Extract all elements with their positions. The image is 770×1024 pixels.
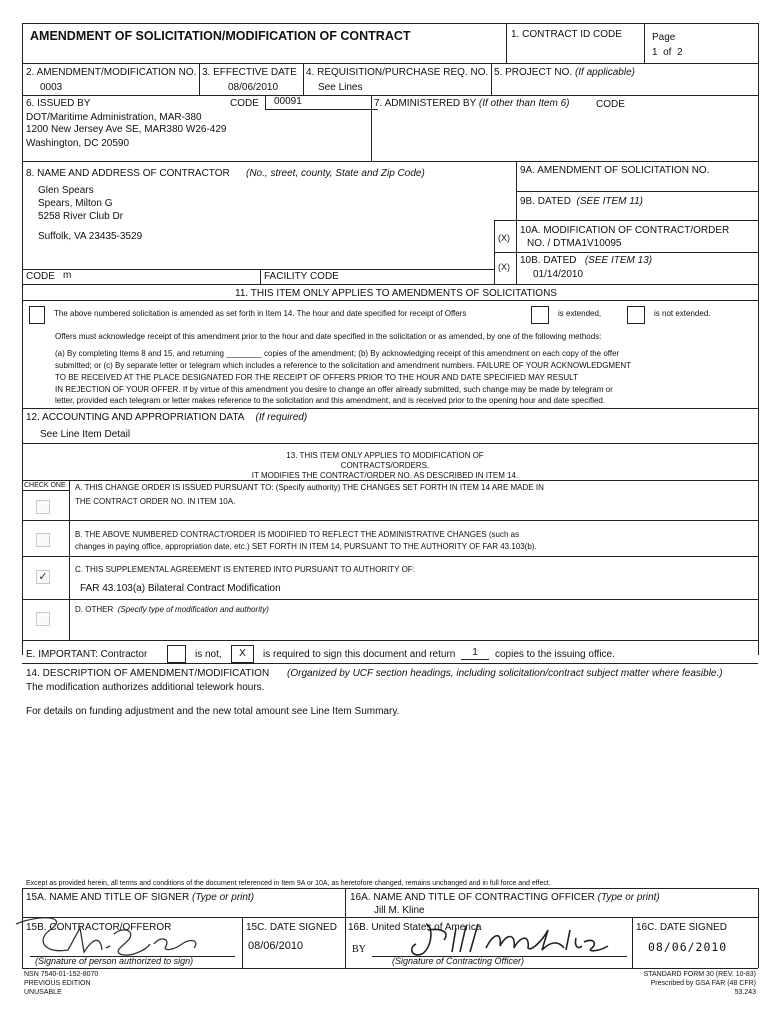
contractor-code-label: CODE [26, 271, 55, 282]
item-16a-value: Jill M. Kline [374, 905, 425, 916]
item-10b-value: 01/14/2010 [533, 269, 584, 280]
x-marker-10b: (X) [498, 262, 510, 272]
extended-label: is extended, [558, 309, 602, 318]
copies-text: copies to the issuing office. [495, 649, 615, 660]
requisition-label: 4. REQUISITION/PURCHASE REQ. NO. [306, 67, 489, 78]
contractor-line-1: Glen Spears [38, 185, 94, 196]
project-no-label: 5. PROJECT NO. (If applicable) [494, 67, 635, 78]
option-d-checkbox[interactable] [36, 612, 50, 626]
item-13-title-2: CONTRACTS/ORDERS. [340, 461, 430, 470]
issued-code-label: CODE [230, 98, 259, 109]
admin-code-label: CODE [596, 99, 625, 110]
solicitation-checkbox[interactable] [29, 306, 45, 324]
item-14-label: 14. DESCRIPTION OF AMENDMENT/MODIFICATION [26, 668, 270, 679]
contractor-note: (No., street, county, State and Zip Code) [246, 168, 425, 179]
contractor-line-3: 5258 River Club Dr [38, 211, 124, 222]
item-15c-label: 15C. DATE SIGNED [246, 922, 337, 933]
not-extended-label: is not extended. [654, 309, 711, 318]
item-9b-label: 9B. DATED (SEE ITEM 11) [520, 196, 643, 207]
is-not-checkbox[interactable] [167, 645, 186, 663]
facility-code-label: FACILITY CODE [264, 271, 339, 282]
item-16b-label: 16B. United States of America [348, 922, 482, 933]
is-not-label: is not, [195, 649, 222, 660]
item-10a-label: 10A. MODIFICATION OF CONTRACT/ORDER [520, 225, 730, 236]
page-number: 1 of 2 [652, 47, 683, 58]
item-11-para-2: submitted; or (c) By separate letter or telegram which includes a reference to the solicitation and amendment numbers. FAILURE OF YOUR ACKNOWLEDGMENT [55, 361, 632, 370]
item-16c-label: 16C. DATE SIGNED [636, 922, 727, 933]
item-11-para-1: (a) By completing Items 8 and 15, and returning ________ copies of the amendment; (b) By acknowledging receipt of this amendment on each copy of the offer [55, 349, 620, 358]
effective-date-value: 08/06/2010 [228, 82, 279, 93]
except-note: Except as provided herein, all terms and conditions of the document referenced in Item 9A or 10A, as heretofore changed, remains unchanged and in full force and effect. [26, 880, 551, 887]
item-13c-line-1: C. THIS SUPPLEMENTAL AGREEMENT IS ENTERED INTO PURSUANT TO AUTHORITY OF: [75, 565, 415, 574]
item-14-line-2: For details on funding adjustment and the new total amount see Line Item Summary. [26, 706, 400, 717]
check-one-label: CHECK ONE [24, 482, 66, 489]
requisition-value: See Lines [318, 82, 363, 93]
form-footer-left: NSN 7540-01-152-8070 PREVIOUS EDITION UNUSABLE [24, 971, 99, 996]
item-15c-value: 08/06/2010 [248, 940, 304, 952]
option-c-checkbox[interactable]: ✓ [36, 570, 50, 584]
issued-code-value: 00091 [265, 95, 378, 110]
issuer-line-1: DOT/Maritime Administration, MAR-380 [26, 112, 202, 123]
item-13d-label: D. OTHER (Specify type of modification and authority) [75, 605, 269, 614]
page-label: Page [652, 32, 676, 43]
item-11-para-3: TO BE RECEIVED AT THE PLACE DESIGNATED FOR THE RECEIPT OF OFFERS PRIOR TO THE HOUR AND DATE SPECIFIED MAY RESULT [55, 373, 578, 382]
x-marker-10a: (X) [498, 233, 510, 243]
issuer-line-2: 1200 New Jersey Ave SE, MAR380 W26-429 [26, 124, 227, 135]
item-13-title-3: IT MODIFIES THE CONTRACT/ORDER NO. AS DESCRIBED IN ITEM 14. [251, 471, 519, 480]
required-text: is required to sign this document and return [263, 649, 456, 660]
copies-value: 1 [461, 646, 489, 660]
item-16c-value: 08/06/2010 [648, 940, 728, 954]
issued-by-label: 6. ISSUED BY [26, 98, 91, 109]
item-15a-label: 15A. NAME AND TITLE OF SIGNER (Type or print) [26, 892, 255, 903]
contracting-officer-signature [398, 918, 618, 962]
is-required-checkbox[interactable]: X [231, 645, 254, 663]
item-16a-label: 16A. NAME AND TITLE OF CONTRACTING OFFICER (Type or print) [350, 892, 660, 903]
not-extended-checkbox[interactable] [627, 306, 645, 324]
item-10b-label: 10B. DATED (SEE ITEM 13) [520, 255, 653, 266]
contract-id-label: 1. CONTRACT ID CODE [511, 29, 622, 40]
item-11-para-5: letter, provided each telegram or letter makes reference to the solicitation and this amendment, and is received prior to the opening hour and date specified. [55, 396, 606, 405]
item-11-para-4: IN REJECTION OF YOUR OFFER. If by virtue of this amendment you desire to change an offer already submitted, such change may be made by telegram or [55, 385, 613, 394]
by-label: BY [352, 944, 366, 955]
amendment-no-label: 2. AMENDMENT/MODIFICATION NO. [26, 67, 197, 78]
contractor-code-value: m [63, 270, 72, 281]
amendment-no-value: 0003 [40, 82, 63, 93]
item-11-line-2: Offers must acknowledge receipt of this amendment prior to the hour and date specified in the solicitation or as amended, by one of the following methods: [55, 332, 602, 341]
item-13a-line-1: A. THIS CHANGE ORDER IS ISSUED PURSUANT TO: (Specify authority) THE CHANGES SET FORTH IN ITEM 14 ARE MADE IN [75, 483, 544, 492]
issuer-line-3: Washington, DC 20590 [26, 138, 130, 149]
option-b-checkbox[interactable] [36, 533, 50, 547]
contractor-line-2: Spears, Milton G [38, 198, 113, 209]
item-12-label: 12. ACCOUNTING AND APPROPRIATION DATA (If required) [26, 412, 308, 423]
item-13a-line-2: THE CONTRACT ORDER NO. IN ITEM 10A. [75, 497, 236, 506]
contractor-line-4: Suffolk, VA 23435-3529 [38, 231, 143, 242]
signature-caption-16: (Signature of Contracting Officer) [392, 956, 525, 966]
contractor-label: 8. NAME AND ADDRESS OF CONTRACTOR [26, 168, 230, 179]
item-13b-line-1: B. THE ABOVE NUMBERED CONTRACT/ORDER IS MODIFIED TO REFLECT THE ADMINISTRATIVE CHANGES (such as [75, 530, 520, 539]
important-label: E. IMPORTANT: Contractor [26, 649, 148, 660]
form-footer-right: STANDARD FORM 30 (REV. 10-83) Prescribed by GSA FAR (48 CFR) 53.243 [643, 971, 756, 996]
item-13b-line-2: changes in paying office, appropriation date, etc.) SET FORTH IN ITEM 14, PURSUANT TO THE AUTHORITY OF FAR 43.103(b). [75, 542, 537, 551]
contractor-signature [10, 910, 220, 968]
option-a-checkbox[interactable] [36, 500, 50, 514]
item-14-line-1: The modification authorizes additional telework hours. [26, 682, 265, 693]
administered-by-label: 7. ADMINISTERED BY (If other than Item 6) [374, 98, 570, 109]
item-13-title-1: 13. THIS ITEM ONLY APPLIES TO MODIFICATION OF [286, 451, 484, 460]
signature-caption-15: (Signature of person authorized to sign) [35, 956, 194, 966]
item-15b-label: 15B. CONTRACTOR/OFFEROR [26, 922, 172, 933]
form-title: AMENDMENT OF SOLICITATION/MODIFICATION OF CONTRACT [30, 29, 411, 43]
item-14-note: (Organized by UCF section headings, including solicitation/contract subject matter where feasible.) [287, 668, 723, 679]
extended-checkbox[interactable] [531, 306, 549, 324]
item-10a-value: NO. / DTMA1V10095 [527, 238, 622, 249]
item-9a-label: 9A. AMENDMENT OF SOLICITATION NO. [520, 165, 710, 176]
item-11-line-1: The above numbered solicitation is amended as set forth in Item 14. The hour and date specified for receipt of Offers [54, 309, 467, 318]
item-12-value: See Line Item Detail [40, 429, 131, 440]
item-13c-value: FAR 43.103(a) Bilateral Contract Modification [80, 583, 281, 594]
item-11-title: 11. THIS ITEM ONLY APPLIES TO AMENDMENTS OF SOLICITATIONS [235, 288, 557, 299]
effective-date-label: 3. EFFECTIVE DATE [202, 67, 297, 78]
